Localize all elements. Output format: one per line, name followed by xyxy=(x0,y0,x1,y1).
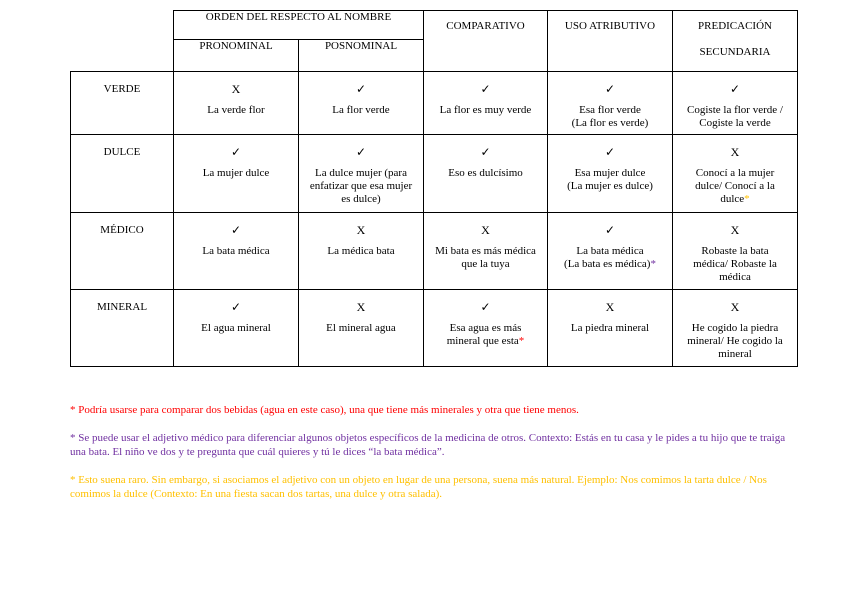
row-mineral xyxy=(71,290,798,367)
cross-mark: X xyxy=(730,300,740,314)
cross-mark: X xyxy=(481,223,490,237)
check-mark: ✓ xyxy=(604,145,616,159)
cell-predicacion xyxy=(673,213,798,290)
cell-posnominal xyxy=(299,213,424,290)
red-asterisk: * xyxy=(518,335,525,347)
footnote-orange: * Esto suena raro. Sin embargo, si asociamos el adjetivo con un objeto en lugar de una persona, suena más natural. Ejemplo: Nos comimos la tarta dulce / Nos comimos la dulce (Contexto: En una fiesta sacan dos tartas, una dulce y otra salada). xyxy=(70,474,767,500)
check-mark: ✓ xyxy=(230,223,242,237)
cross-mark: X xyxy=(730,223,740,237)
cell-comparativo xyxy=(424,135,548,213)
cell-uso-atributivo xyxy=(548,72,673,135)
check-mark: ✓ xyxy=(480,82,491,96)
check-mark: ✓ xyxy=(480,145,491,159)
cell-pronominal xyxy=(174,290,299,367)
example-text: Mi bata es más médica que la tuya xyxy=(435,245,536,270)
check-mark: ✓ xyxy=(480,300,491,314)
row-label: VERDE xyxy=(71,72,174,135)
check-mark: ✓ xyxy=(604,82,616,96)
header-orden: ORDEN DEL RESPECTO AL NOMBRE xyxy=(174,11,424,40)
row-dulce xyxy=(71,135,798,213)
example-text: La bata médica (La bata es médica)* xyxy=(564,245,656,270)
cell-posnominal xyxy=(299,135,424,213)
cross-mark: X xyxy=(730,145,740,159)
check-mark: ✓ xyxy=(355,82,367,96)
header-predicacion-secundaria xyxy=(673,11,798,72)
cell-uso-atributivo xyxy=(548,213,673,290)
cell-predicacion xyxy=(673,135,798,213)
row-medico xyxy=(71,213,798,290)
cell-pronominal xyxy=(174,213,299,290)
example-text: Esa mujer dulce (La mujer es dulce) xyxy=(567,167,653,192)
adjective-table xyxy=(70,10,798,367)
footnote-red: * Podría usarse para comparar dos bebidas (agua en este caso), una que tiene más minerales y otra que tiene menos. xyxy=(70,404,579,416)
example-text: La dulce mujer (para enfatizar que esa mujer es dulce) xyxy=(309,167,413,205)
example-text: Esa flor verde (La flor es verde) xyxy=(571,104,649,129)
cell-predicacion xyxy=(673,290,798,367)
cell-pronominal xyxy=(174,135,299,213)
header-pronominal: PRONOMINAL xyxy=(174,40,299,72)
cross-mark: X xyxy=(231,82,241,96)
header-predicacion-line2: SECUNDARIA xyxy=(699,46,771,58)
cell-uso-atributivo xyxy=(548,135,673,213)
purple-asterisk: * xyxy=(650,258,656,270)
cell-pronominal xyxy=(174,72,299,135)
cell-uso-atributivo xyxy=(548,290,673,367)
header-predicacion-line1: PREDICACIÓN xyxy=(698,20,772,32)
example-text: La mujer dulce xyxy=(202,167,270,179)
check-mark: ✓ xyxy=(604,223,616,237)
cross-mark: X xyxy=(356,223,366,237)
check-mark: ✓ xyxy=(230,145,242,159)
example-text: El agua mineral xyxy=(201,322,271,334)
cross-mark: X xyxy=(605,300,615,314)
cross-mark: X xyxy=(356,300,366,314)
check-mark: ✓ xyxy=(230,300,242,314)
header-uso-atributivo: USO ATRIBUTIVO xyxy=(548,11,673,72)
example-text: Robaste la bata médica/ Robaste la médica xyxy=(693,245,777,283)
example-text: La bata médica xyxy=(202,245,270,257)
check-mark: ✓ xyxy=(355,145,367,159)
row-verde xyxy=(71,72,798,135)
example-text: La verde flor xyxy=(207,104,265,116)
footnote-purple: * Se puede usar el adjetivo médico para diferenciar algunos objetos específicos de la medicina de otros. Contexto: Estás en tu casa y le pides a tu hijo que te traiga una bata. El niño ve dos y te pregunta que cuál quieres y tú le dices “la bata médica”. xyxy=(70,432,786,458)
example-text: El mineral agua xyxy=(326,322,396,334)
example-text: La flor verde xyxy=(332,104,390,116)
example-text: Conocí a la mujer dulce/ Conocí a la dulce* xyxy=(695,167,775,205)
orange-asterisk: * xyxy=(744,193,750,205)
example-text: La piedra mineral xyxy=(570,322,650,334)
example-text: La médica bata xyxy=(327,245,395,257)
cell-comparativo xyxy=(424,213,548,290)
row-label: MÉDICO xyxy=(71,213,174,290)
cell-posnominal xyxy=(299,290,424,367)
example-text: Cogiste la flor verde / Cogiste la verde xyxy=(687,104,783,129)
row-label: DULCE xyxy=(71,135,174,213)
example-text: Eso es dulcísimo xyxy=(448,167,523,179)
row-label: MINERAL xyxy=(71,290,174,367)
cell-predicacion xyxy=(673,72,798,135)
cell-comparativo xyxy=(424,290,548,367)
cell-posnominal xyxy=(299,72,424,135)
example-text: La flor es muy verde xyxy=(439,104,532,116)
cell-comparativo xyxy=(424,72,548,135)
header-comparativo: COMPARATIVO xyxy=(424,11,548,72)
example-text: He cogido la piedra mineral/ He cogido la mineral xyxy=(687,322,783,360)
example-text: Esa agua es más mineral que esta* xyxy=(446,322,525,347)
empty-corner-cell xyxy=(71,11,174,72)
check-mark: ✓ xyxy=(729,82,741,96)
header-posnominal: POSNOMINAL xyxy=(299,40,424,72)
